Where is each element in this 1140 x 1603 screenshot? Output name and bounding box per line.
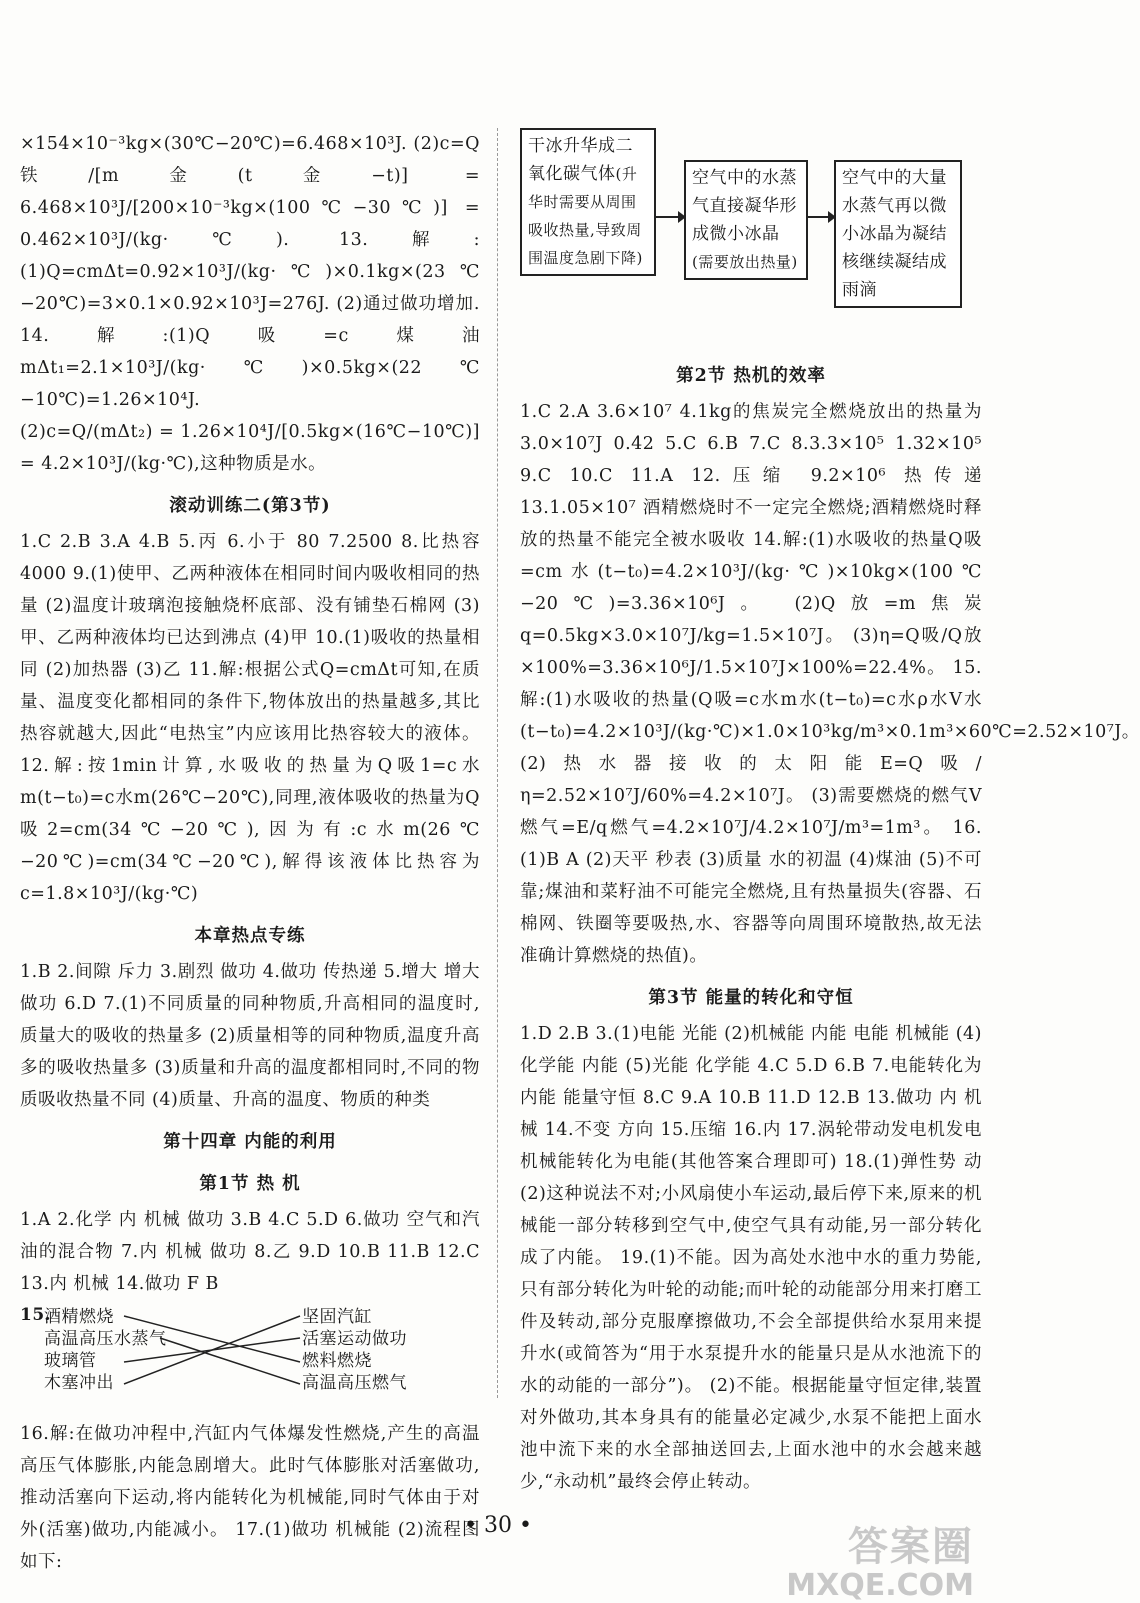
arrow-right-icon (656, 216, 680, 218)
section-heading: 第2节 热机的效率 (676, 366, 826, 386)
watermark-logo (786, 1515, 974, 1603)
flow-box-note: (升华时需要从周围吸收热量,导致周围温度急剧下降) (528, 165, 643, 267)
page-number: • 30 • (464, 1513, 532, 1538)
answer-paragraph: (2)c=Q/(mΔt₂) = 1.26×10⁴J/[0.5kg×(16℃−10℃)] = 4.2×10³J/(kg·℃),这种物质是水。 (20, 422, 480, 474)
right-column (520, 128, 1140, 1498)
matching-item: 高温高压燃气 (302, 1373, 407, 1393)
section-heading: 滚动训练二(第3节) (169, 496, 331, 516)
flow-box (520, 128, 656, 276)
chapter-heading: 第十四章 内能的利用 (163, 1132, 337, 1152)
answer-paragraph: 16.解:在做功冲程中,汽缸内气体爆发性燃烧,产生的高温高压气体膨胀,内能急剧增大。此时气体膨胀对活塞做功,推动活塞向下运动,将内能转化为机械能,同时气体由于对外(活塞)做功,内能减小。 17.(1)做功 机械能 (2)流程图如下: (20, 1424, 480, 1572)
matching-item: 坚固汽缸 (302, 1307, 372, 1327)
flow-box-text: 空气中的大量水蒸气再以微小冰晶为凝结核继续凝结成雨滴 (842, 168, 947, 300)
flow-chart (520, 128, 982, 350)
column-divider (497, 128, 498, 1398)
flow-box (684, 160, 808, 280)
answer-paragraph: 1.B 2.间隙 斥力 3.剧烈 做功 4.做功 传热递 5.增大 增大 做功 6.D 7.(1)不同质量的同种物质,升高相同的温度时,质量大的吸收的热量多 (2)质量相等的同种物质,温度升高多的吸收热量多 (3)质量和升高的温度都相同时,不同的物质吸收热量不同 (4)质量、升高的温度、物质的种类 (20, 962, 480, 1110)
answer-paragraph: 1.C 2.B 3.A 4.B 5.丙 6.小于 80 7.2500 8.比热容 4000 9.(1)使甲、乙两种液体在相同时间内吸收相同的热量 (2)温度计玻璃泡接触烧杯底部、没有铺垫石棉网 (3)甲、乙两种液体均已达到沸点 (4)甲 10.(1)吸收的热量相同 (2)加热器 (3)乙 11.解:根据公式Q=cmΔt可知,在质量、温度变化都相同的条件下,物体放出的热量越多,其比热容就越大,因此“电热宝”内应该用比热容较大的液体。 12.解:按1min计算,水吸收的热量为Q吸1=c水m(t−t₀)=c水m(26℃−20℃),同理,液体吸收的热量为Q吸2=cm(34℃−20℃),因为有:c水m(26℃−20℃)=cm(34℃−20℃),解得该液体比热容为c=1.8×10³J/(kg·℃) (20, 532, 480, 904)
arrow-right-icon (808, 216, 830, 218)
matching-left-items (44, 1306, 167, 1394)
section-heading: 第3节 能量的转化和守恒 (648, 988, 854, 1008)
left-column (20, 128, 480, 1578)
question-number: 15. (20, 1305, 52, 1325)
flow-box-note: (需要放出热量) (692, 253, 798, 271)
answer-paragraph: 1.C 2.A 3.6×10⁷ 4.1kg的焦炭完全燃烧放出的热量为3.0×10⁷J 0.42 5.C 6.B 7.C 8.3.3×10⁵ 1.32×10⁵ 9.C 10.C 11.A 12.压缩 9.2×10⁶ 热传递 13.1.05×10⁷ 酒精燃烧时不一定完全燃烧;酒精燃烧时释放的热量不能完全被水吸收 14.解:(1)水吸收的热量Q吸=cm水(t−t₀)=4.2×10³J/(kg·℃)×10kg×(100℃−20℃)=3.36×10⁶J。 (2)Q放=m焦炭q=0.5kg×3.0×10⁷J/kg=1.5×10⁷J。 (3)η=Q吸/Q放×100%=3.36×10⁶J/1.5×10⁷J×100%=22.4%。 15.解:(1)水吸收的热量(Q吸=c水m水(t−t₀)=c水ρ水V水(t−t₀)=4.2×10³J/(kg·℃)×1.0×10³kg/m³×0.1m³×60℃=2.52×10⁷J。 (2)热水器接收的太阳能E=Q吸/η=2.52×10⁷J/60%=4.2×10⁷J。 (3)需要燃烧的燃气V燃气=E/q燃气=4.2×10⁷J/4.2×10⁷J/m³=1m³。 16.(1)B A (2)天平 秒表 (3)质量 水的初温 (4)煤油 (5)不可靠;煤油和菜籽油不可能完全燃烧,且有热量损失(容器、石棉网、铁圈等要吸热,水、容器等向周围环境散热,故无法准确计算燃烧的热值)。 (520, 402, 1140, 966)
matching-item: 玻璃管 (44, 1351, 97, 1371)
matching-item: 活塞运动做功 (302, 1329, 407, 1349)
flow-box (834, 160, 962, 308)
answer-paragraph: 1.D 2.B 3.(1)电能 光能 (2)机械能 内能 电能 机械能 (4)化学能 内能 (5)光能 化学能 4.C 5.D 6.B 7.电能转化为内能 能量守恒 8.C 9.A 10.B 11.D 12.B 13.做功 内 机械 14.不变 方向 15.压缩 16.内 17.涡轮带动发电机发电 机械能转化为电能(其他答案合理即可) 18.(1)弹性势 动 (2)这种说法不对;小风扇使小车运动,最后停下来,原来的机械能一部分转移到空气中,使空气具有动能,另一部分转化成了内能。 19.(1)不能。因为高处水池中水的重力势能,只有部分转化为叶轮的动能;而叶轮的动能部分用来打磨工件及转动,部分克服摩擦做功,不会全部提供给水泵用来提升水(或简答为“用于水泵提升水的能量只是从水池流下的水的动能的一部分”)。 (2)不能。根据能量守恒定律,装置对外做功,其本身具有的能量必定减少,水泵不能把上面水池中流下来的水全部抽送回去,上面水池中的水会越来越少,“永动机”最终会停止转动。 (520, 1024, 982, 1492)
matching-item: 木塞冲出 (44, 1373, 114, 1393)
watermark-text: 答案圈 (848, 1524, 974, 1570)
matching-item: 酒精燃烧 (44, 1307, 114, 1327)
answer-paragraph: ×154×10⁻³kg×(30℃−20℃)=6.468×10³J. (2)c=Q铁/[m金(t金−t)] = 6.468×10³J/[200×10⁻³kg×(100℃−30℃)] = 0.462×10³J/(kg·℃). 13.解:(1)Q=cmΔt=0.92×10³J/(kg·℃)×0.1kg×(23℃−20℃)=3×0.1×0.92×10³J=276J. (2)通过做功增加. 14.解:(1)Q吸=c煤油mΔt₁=2.1×10³J/(kg·℃)×0.5kg×(22℃−10℃)=1.26×10⁴J. (20, 134, 480, 410)
answer-paragraph: 1.A 2.化学 内 机械 做功 3.B 4.C 5.D 6.做功 空气和汽油的混合物 7.内 机械 做功 8.乙 9.D 10.B 11.B 12.C 13.内 机械 14.做功 F B (20, 1210, 480, 1294)
section-heading: 第1节 热 机 (199, 1174, 301, 1194)
flow-box-text: 空气中的水蒸气直接凝华形成微小冰晶 (692, 168, 797, 244)
matching-right-items (302, 1306, 407, 1394)
matching-item: 高温高压水蒸气 (44, 1329, 167, 1349)
watermark-url: MXQE.COM (786, 1568, 974, 1603)
flow-box-text: 干冰升华成二氧化碳气体 (528, 136, 633, 184)
matching-item: 燃料燃烧 (302, 1351, 372, 1371)
matching-diagram (20, 1304, 480, 1414)
section-heading: 本章热点专练 (194, 926, 306, 946)
